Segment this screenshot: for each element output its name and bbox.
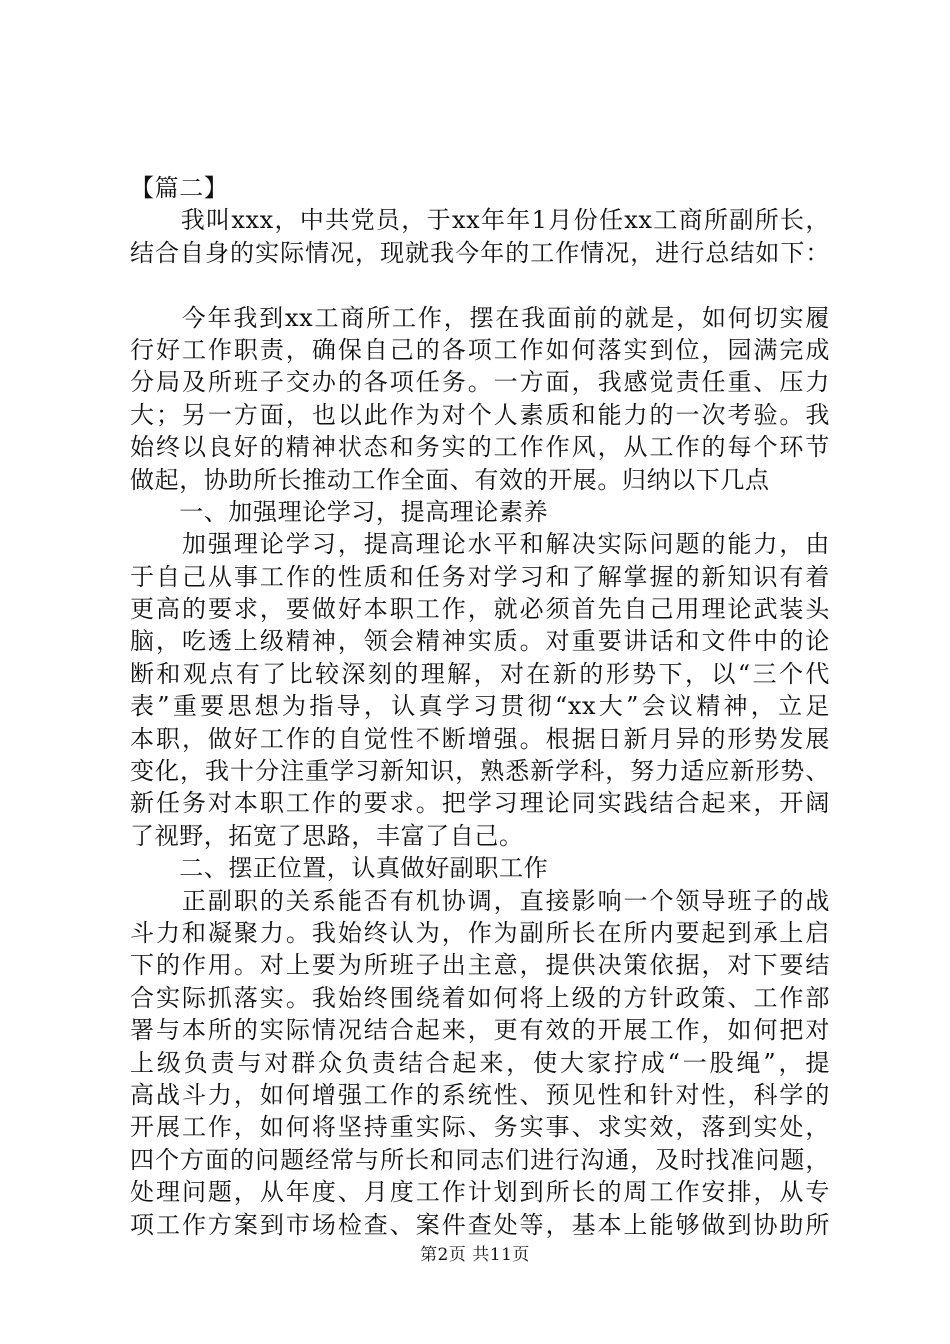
text-line: 加强理论学习，提高理论水平和解决实际问题的能力，由 [130,530,830,559]
text-line: 下的作用。对上要为所班子出主意，提供决策依据，对下要结 [130,951,830,980]
text-line: 署与本所的实际情况结合起来，更有效的开展工作，如何把对 [130,1016,830,1045]
text-line: 高战斗力，如何增强工作的系统性、预见性和针对性，科学的 [130,1080,830,1109]
text-line: 始终以良好的精神状态和务实的工作作风，从工作的每个环节 [130,433,830,462]
text-line: 分局及所班子交办的各项任务。一方面，我感觉责任重、压力 [130,368,830,397]
text-line: 表”重要思想为指导，认真学习贯彻“xx大”会议精神，立足 [130,692,830,721]
text-line: 更高的要求，要做好本职工作，就必须首先自己用理论武装头 [130,595,830,624]
text-line: 本职，做好工作的自觉性不断增强。根据日新月异的形势发展 [130,724,830,753]
text-line: 于自己从事工作的性质和任务对学习和了解掌握的新知识有着 [130,562,830,591]
text-line: 项工作方案到市场检查、案件查处等，基本上能够做到协助所 [130,1210,830,1239]
page-number-footer: 第2页 共11页 [420,1245,530,1265]
text-line: 了视野，拓宽了思路，丰富了自己。 [130,821,524,850]
subsection-heading: 一、加强理论学习，提高理论素养 [130,497,549,526]
text-line: 脑，吃透上级精神，领会精神实质。对重要讲话和文件中的论 [130,627,830,656]
text-line: 合实际抓落实。我始终围绕着如何将上级的方针政策、工作部 [130,983,830,1012]
text-line: 结合自身的实际情况，现就我今年的工作情况，进行总结如下： [130,238,830,267]
subsection-heading: 二、摆正位置，认真做好副职工作 [130,854,549,883]
text-line: 处理问题，从年度、月度工作计划到所长的周工作安排，从专 [130,1178,830,1207]
text-line: 大；另一方面，也以此作为对个人素质和能力的一次考验。我 [130,400,830,429]
text-line: 斗力和凝聚力。我始终认为，作为副所长在所内要起到承上启 [130,918,830,947]
text-line: 做起，协助所长推动工作全面、有效的开展。归纳以下几点 [130,465,770,494]
section-heading: 【篇二】 [130,174,229,202]
text-line: 正副职的关系能否有机协调，直接影响一个领导班子的战 [130,886,830,915]
text-line: 行好工作职责，确保自己的各项工作如何落实到位，园满完成 [130,335,830,364]
text-line: 新任务对本职工作的要求。把学习理论同实践结合起来，开阔 [130,789,830,818]
text-line: 上级负责与对群众负责结合起来，使大家拧成“一股绳”，提 [130,1048,830,1077]
text-line: 断和观点有了比较深刻的理解，对在新的形势下，以“三个代 [130,659,830,688]
text-line: 我叫xxx，中共党员，于xx年年1月份任xx工商所副所长， [130,206,830,235]
text-line: 四个方面的问题经常与所长和同志们进行沟通，及时找准问题， [130,1145,830,1174]
text-line: 开展工作，如何将坚持重实际、务实事、求实效，落到实处， [130,1113,830,1142]
document-body [130,172,830,1241]
text-line: 今年我到xx工商所工作，摆在我面前的就是，如何切实履 [130,303,830,332]
paragraph-gap [130,269,830,301]
text-line: 变化，我十分注重学习新知识，熟悉新学科，努力适应新形势、 [130,757,830,786]
